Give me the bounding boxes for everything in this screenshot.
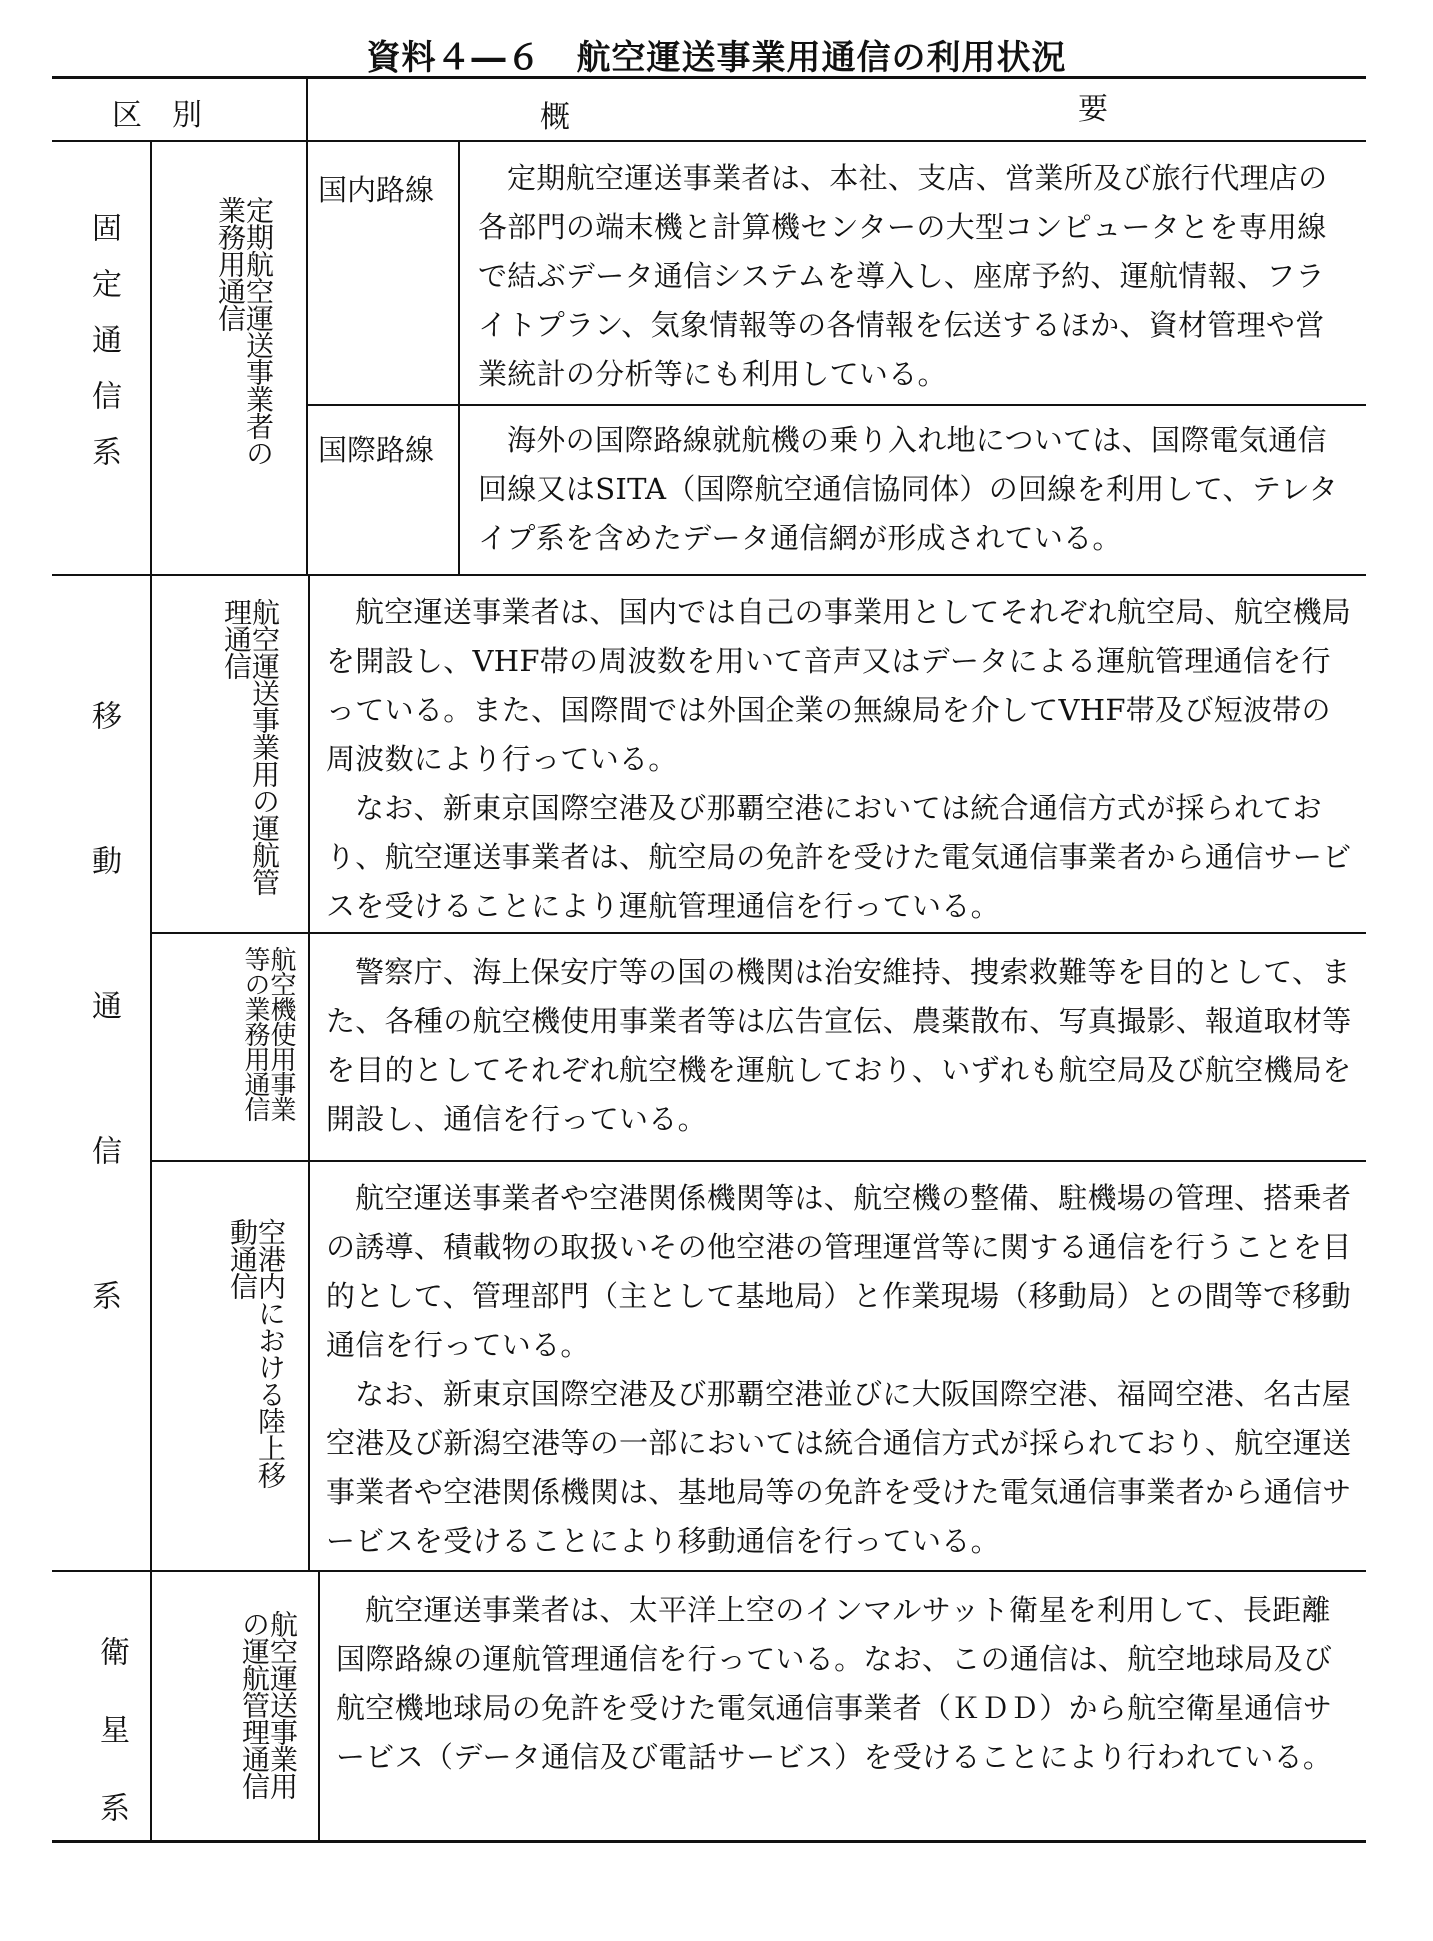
domestic-international-rule (306, 404, 1366, 406)
mobile-row1-rule (150, 932, 1366, 934)
mobile-row3-subcategory: 空港内における陸上移動通信 (226, 1218, 287, 1488)
mobile-row2-text (326, 948, 1352, 1144)
international-route-label: 国際路線 (318, 433, 435, 467)
fixed-category: 固定通信系 (86, 212, 121, 492)
mobile-row3-paragraph-2: なお、新東京国際空港及び那覇空港並びに大阪国際空港、福岡空港、名古屋空港及び新潟空港等の一部においては統合通信方式が採られており、航空運送事業者や空港関係機関は、基地局等の免許を受けた電気通信事業者から通信サービスを受けることにより移動通信を行っている。 (326, 1377, 1352, 1558)
header-divider (306, 76, 308, 576)
mobile-row1-subcategory: 航空運送事業用の運航管理通信 (220, 598, 281, 895)
mobile-sub-divider (308, 574, 310, 1570)
table-bottom-rule (52, 1840, 1366, 1843)
domestic-route-label: 国内路線 (318, 173, 435, 207)
document-title: 資料４―６ 航空運送事業用通信の利用状況 (366, 38, 1067, 78)
header-bottom-rule (52, 140, 1366, 142)
fixed-mobile-rule (52, 574, 1366, 576)
mobile-row1-paragraph-2: なお、新東京国際空港及び那覇空港においては統合通信方式が採られており、航空運送事業者は、航空局の免許を受けた電気通信事業者から通信サービスを受けることにより運航管理通信を行っている。 (326, 791, 1352, 923)
satellite-text (336, 1586, 1352, 1782)
table-top-rule (52, 76, 1366, 79)
mobile-row2-rule (150, 1160, 1366, 1162)
satellite-sub-divider (318, 1570, 320, 1840)
header-summary-left: 概 (540, 100, 570, 135)
mobile-row1-paragraph-1: 航空運送事業者は、国内では自己の事業用としてそれぞれ航空局、航空機局を開設し、VHF帯の周波数を用いて音声又はデータによる運航管理通信を行っている。また、国際間では外国企業の無線局を介してVHF帯及び短波帯の周波数により行っている。 (326, 595, 1352, 776)
route-divider (458, 140, 460, 574)
satellite-category: 衛星系 (94, 1636, 129, 1870)
mobile-row3-paragraph-1: 航空運送事業者や空港関係機関等は、航空機の整備、駐機場の管理、搭乗者の誘導、積載物の取扱いその他空港の管理運営等に関する通信を行うことを目的として、管理部門（主として基地局）と作業現場（移動局）との間等で移動通信を行っている。 (326, 1181, 1352, 1362)
mobile-row1-text (326, 588, 1352, 931)
header-summary-right: 要 (1078, 92, 1108, 127)
mobile-row2-paragraph-1: 警察庁、海上保安庁等の国の機関は治安維持、捜索救難等を目的として、また、各種の航空機使用事業者等は広告宣伝、農薬散布、写真撮影、報道取材等を目的としてそれぞれ航空機を運航しており、いずれも航空局及び航空機局を開設し、通信を行っている。 (326, 955, 1352, 1136)
satellite-subcategory: 航空運送事業用の運航管理通信 (238, 1610, 299, 1799)
international-route-text: 海外の国際路線就航機の乗り入れ地については、国際電気通信回線又はSITA（国際航空通信協同体）の回線を利用して、テレタイプ系を含めたデータ通信網が形成されている。 (478, 423, 1339, 555)
header-category: 区 別 (112, 98, 202, 133)
satellite-paragraph-1: 航空運送事業者は、太平洋上空のインマルサット衛星を利用して、長距離国際路線の運航管理通信を行っている。なお、この通信は、航空地球局及び航空機地球局の免許を受けた電気通信事業者（ＫＤＤ）から航空衛星通信サービス（データ通信及び電話サービス）を受けることにより行われている。 (336, 1593, 1333, 1774)
category-divider (150, 140, 152, 1840)
mobile-satellite-rule (52, 1570, 1366, 1572)
fixed-subcategory: 定期航空運送事業者の業務用通信 (214, 196, 275, 466)
mobile-row3-text (326, 1174, 1352, 1566)
mobile-row2-subcategory: 航空機使用事業等の業務用通信 (240, 946, 296, 1121)
mobile-category: 移動通信系 (86, 700, 121, 1425)
domestic-route-text: 定期航空運送事業者は、本社、支店、営業所及び旅行代理店の各部門の端末機と計算機センターの大型コンピュータとを専用線で結ぶデータ通信システムを導入し、座席予約、運航情報、フライトプラン、気象情報等の各情報を伝送するほか、資材管理や営業統計の分析等にも利用している。 (478, 161, 1328, 391)
